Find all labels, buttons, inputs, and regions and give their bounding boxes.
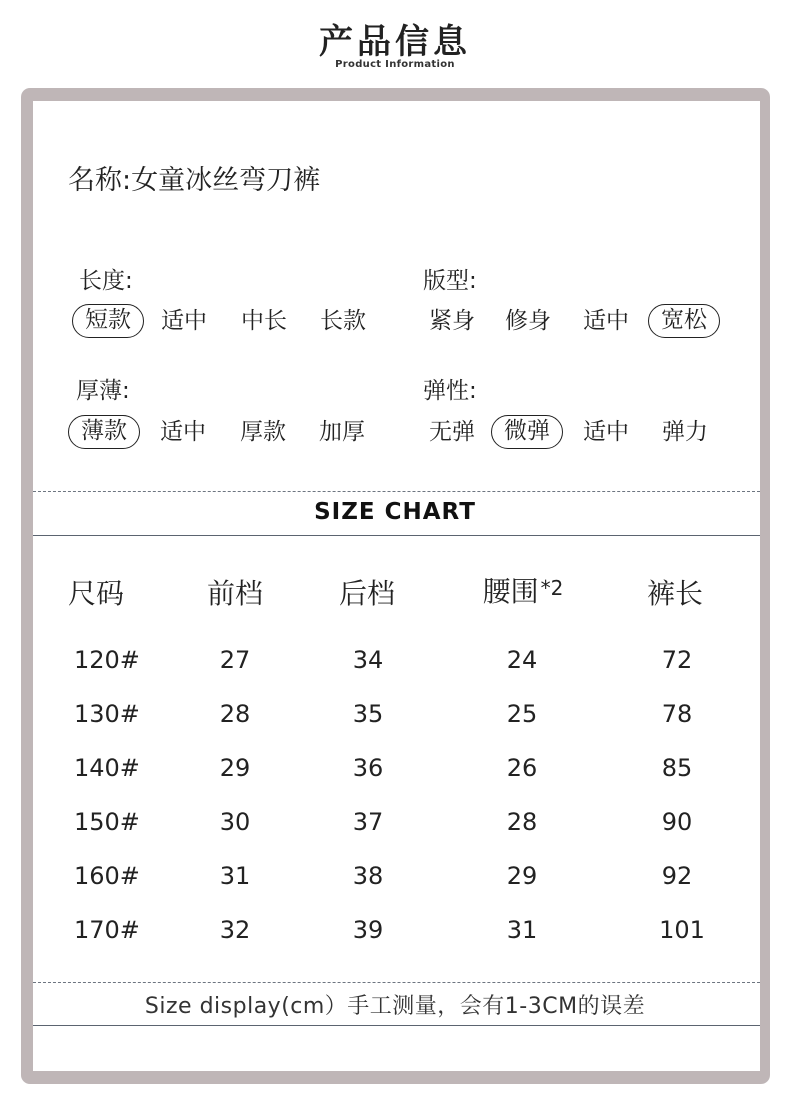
measurement-note: Size display(cm）手工测量，会有1-3CM的误差 (144, 994, 646, 1019)
cell-front-rise: 31 (219, 862, 251, 890)
cell-length: 92 (661, 862, 693, 890)
size-chart-title: SIZE CHART (314, 499, 476, 525)
fit-option-slim: 修身 (505, 308, 551, 334)
cell-back-rise: 34 (352, 646, 384, 674)
header-length: 裤长 (646, 577, 703, 610)
cell-length: 90 (661, 808, 693, 836)
cell-size: 150# (74, 808, 140, 836)
thickness-option-thin: 薄款 (68, 415, 140, 449)
cell-waist: 28 (506, 808, 538, 836)
cell-back-rise: 39 (352, 916, 384, 944)
cell-length: 85 (661, 754, 693, 782)
divider-solid-bottom (33, 1025, 760, 1026)
waist-multiplier: *2 (540, 576, 564, 600)
cell-length: 78 (661, 700, 693, 728)
header-waist: 腰围 $^{*2}$ (482, 575, 564, 608)
cell-front-rise: 28 (219, 700, 251, 728)
elasticity-option-stretch: 弹力 (662, 419, 708, 445)
cell-back-rise: 37 (352, 808, 384, 836)
cell-waist: 31 (506, 916, 538, 944)
page-subtitle: Product Information (335, 59, 455, 70)
elasticity-label: 弹性: (423, 378, 477, 404)
cell-size: 140# (74, 754, 140, 782)
fit-option-regular: 适中 (583, 308, 629, 334)
length-option-long: 长款 (320, 308, 366, 334)
thickness-option-medium: 适中 (160, 419, 206, 445)
thickness-option-extra-thick: 加厚 (319, 419, 365, 445)
fit-label: 版型: (423, 268, 477, 294)
cell-front-rise: 32 (219, 916, 251, 944)
elasticity-option-slight: 微弹 (491, 415, 563, 449)
thickness-option-thick: 厚款 (240, 419, 286, 445)
cell-waist: 24 (506, 646, 538, 674)
length-label: 长度: (79, 268, 133, 294)
fit-option-tight: 紧身 (429, 308, 475, 334)
divider-solid-top (33, 535, 760, 536)
cell-back-rise: 36 (352, 754, 384, 782)
cell-waist: 26 (506, 754, 538, 782)
cell-size: 120# (74, 646, 140, 674)
cell-back-rise: 35 (352, 700, 384, 728)
length-option-short: 短款 (72, 304, 144, 338)
cell-back-rise: 38 (352, 862, 384, 890)
elasticity-option-medium: 适中 (583, 419, 629, 445)
cell-size: 130# (74, 700, 140, 728)
thickness-label: 厚薄: (76, 378, 130, 404)
header-size: 尺码 (68, 577, 125, 610)
product-name: 名称:女童冰丝弯刀裤 (68, 165, 321, 196)
cell-size: 170# (74, 916, 140, 944)
cell-size: 160# (74, 862, 140, 890)
cell-length: 72 (661, 646, 693, 674)
cell-front-rise: 29 (219, 754, 251, 782)
header-front-rise: 前档 (206, 577, 263, 610)
cell-front-rise: 27 (219, 646, 251, 674)
length-option-midlong: 中长 (241, 308, 287, 334)
cell-waist: 29 (506, 862, 538, 890)
divider-dashed-top (33, 491, 760, 492)
cell-front-rise: 30 (219, 808, 251, 836)
divider-dashed-bottom (33, 982, 760, 983)
length-option-medium: 适中 (161, 308, 207, 334)
header-back-rise: 后档 (338, 577, 395, 610)
cell-waist: 25 (506, 700, 538, 728)
fit-option-loose: 宽松 (648, 304, 720, 338)
cell-length: 101 (659, 916, 705, 944)
elasticity-option-none: 无弹 (429, 419, 475, 445)
page-title: 产品信息 (319, 22, 471, 62)
